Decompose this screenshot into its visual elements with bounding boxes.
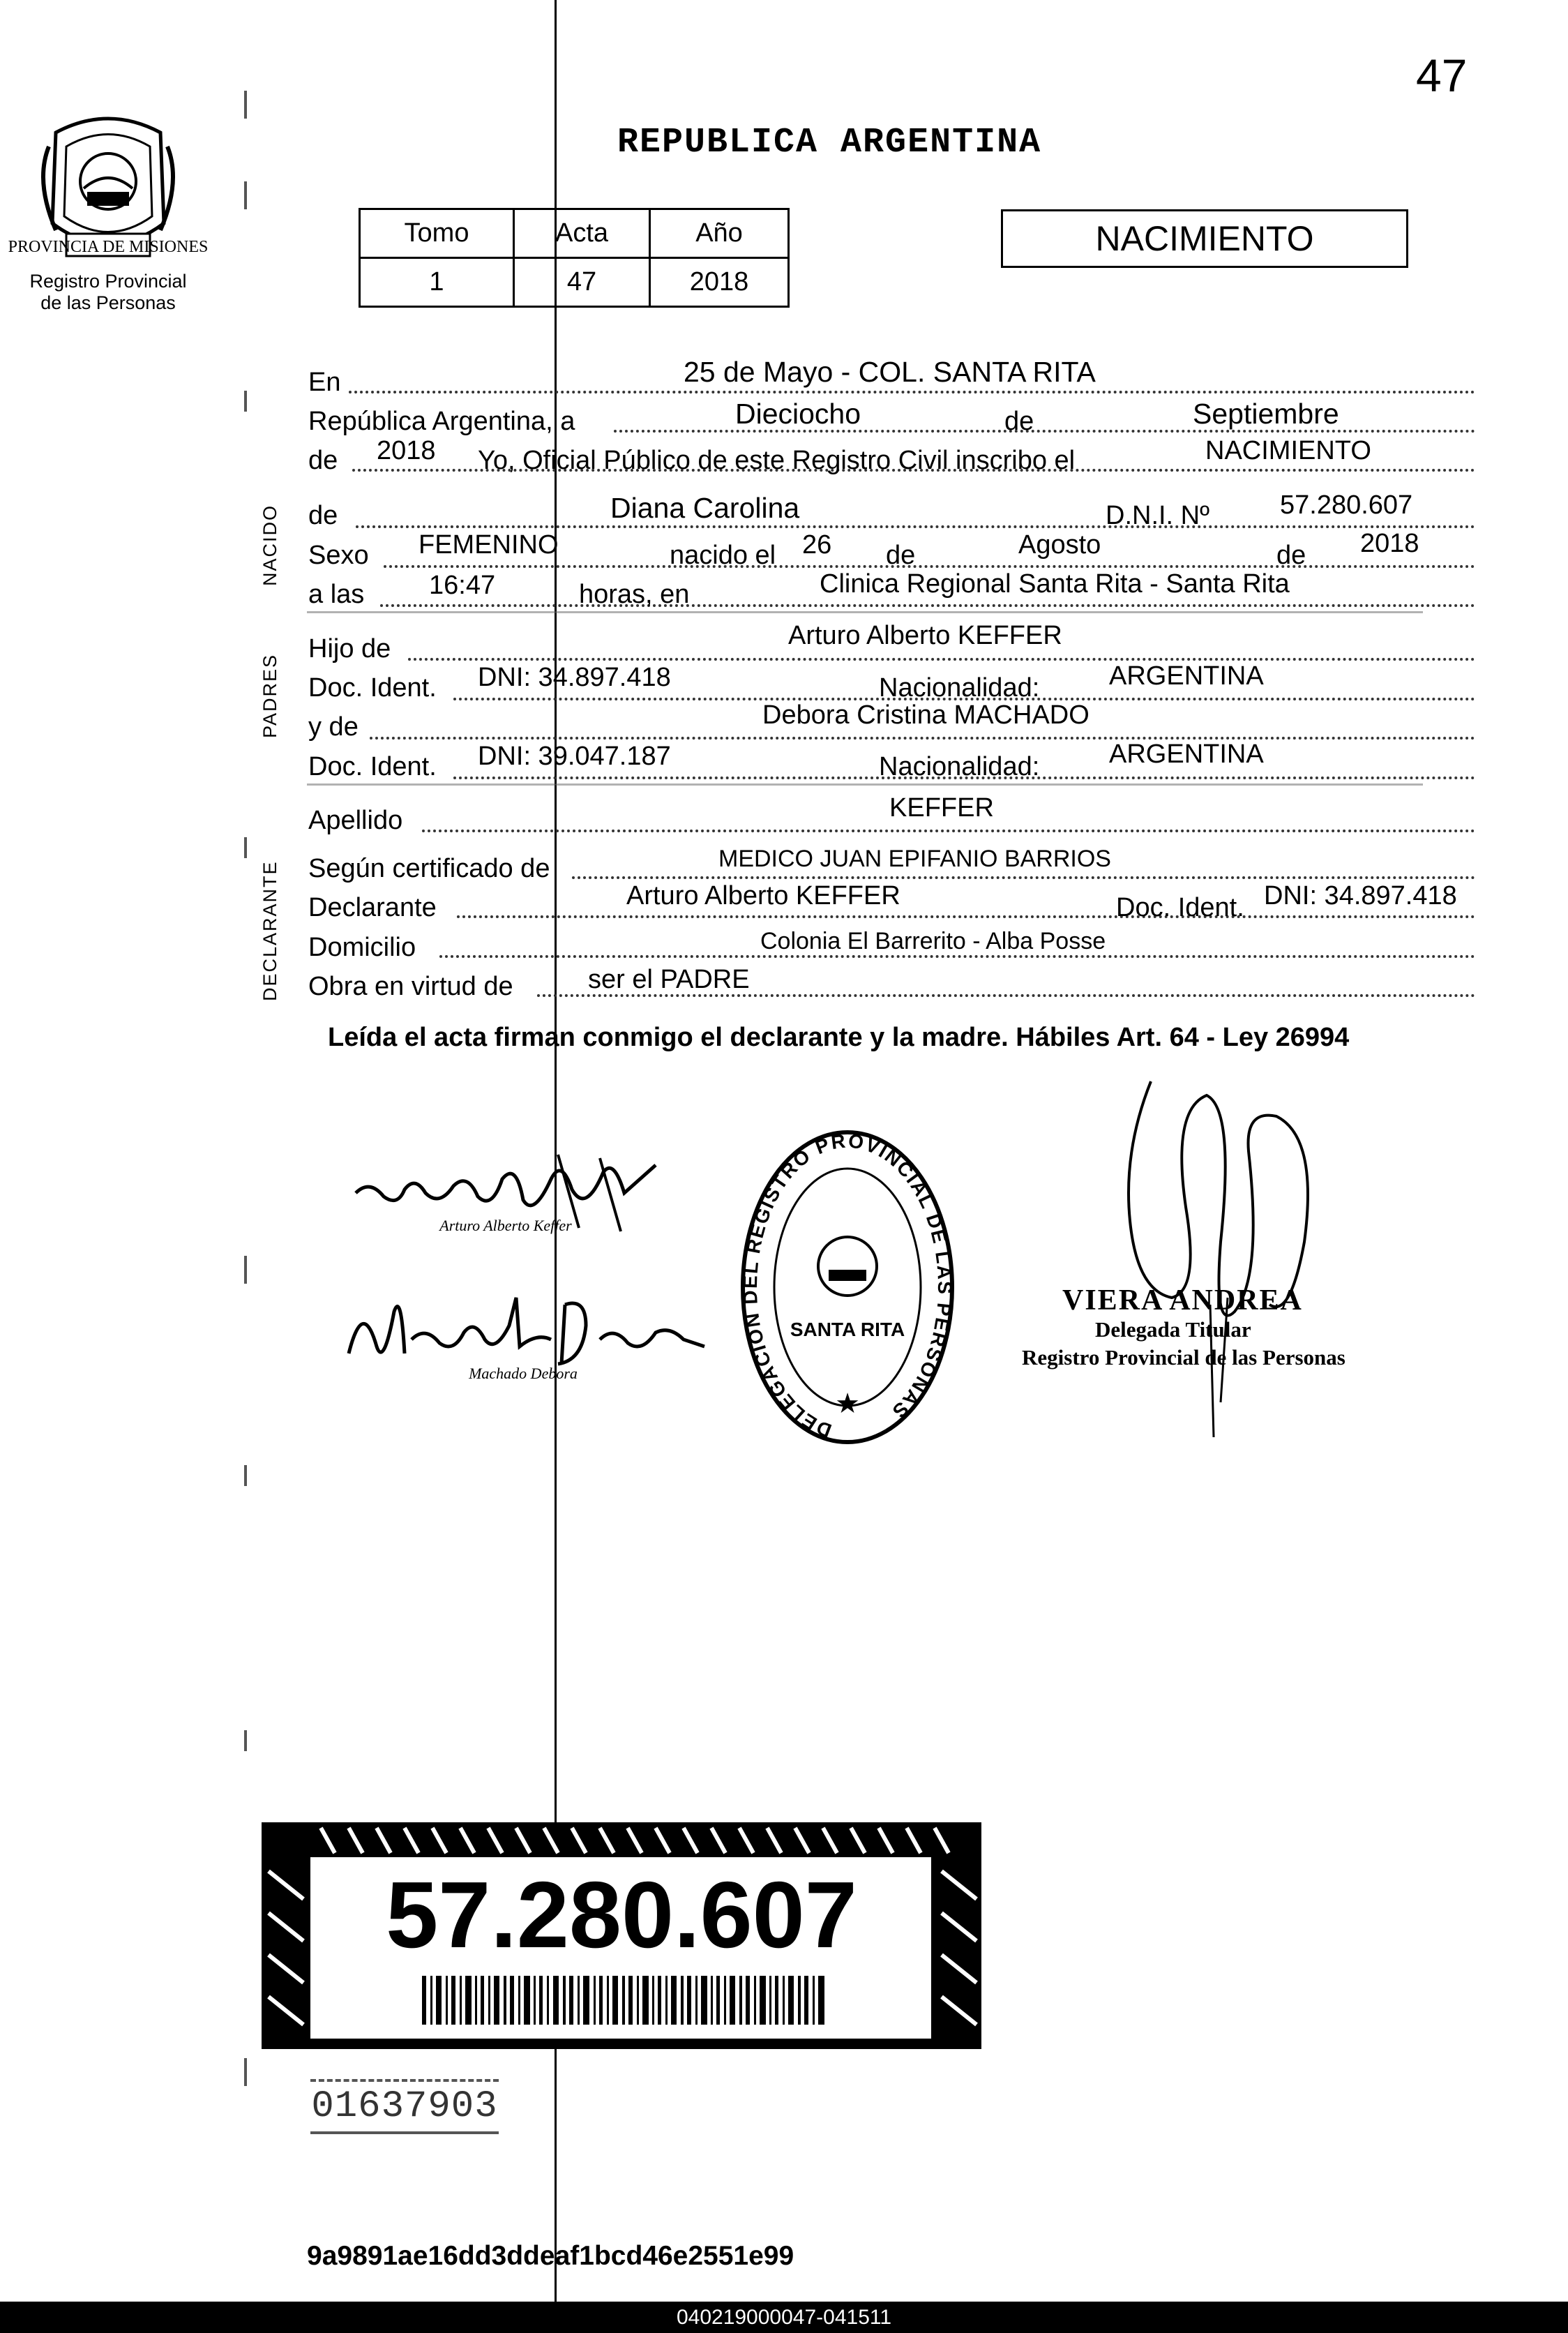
birth-month: Agosto [1018, 530, 1101, 560]
republica-label: República Argentina, a [308, 407, 575, 436]
mother-name: Debora Cristina MACHADO [762, 700, 1090, 730]
registry-name [14, 271, 202, 314]
sexo-value: FEMENINO [419, 530, 559, 560]
mother-doc: DNI: 39.047.187 [478, 742, 671, 771]
de2-label: de [886, 541, 916, 570]
dni-big-number: 57.280.607 [386, 1862, 857, 1967]
page-title: REPUBLICA ARGENTINA [617, 123, 1042, 163]
declarante-label: Declarante [308, 893, 437, 922]
province-seal [8, 105, 209, 272]
declarante-doc: DNI: 34.897.418 [1264, 881, 1457, 910]
official-role: Delegada Titular [1095, 1317, 1251, 1342]
seal-caption: PROVINCIA DE MISIONES [8, 238, 209, 256]
dash-line [307, 783, 1423, 786]
inscribo-value: NACIMIENTO [1205, 436, 1371, 465]
margin-mark [244, 837, 247, 858]
side-label-declarante: DECLARANTE [259, 860, 280, 1001]
footer-code: 040219000047-041511 [676, 2306, 892, 2329]
birth-day: 26 [802, 530, 832, 560]
acta-table [359, 208, 790, 308]
leader-line [422, 830, 1475, 832]
de-label: de [1004, 407, 1034, 436]
page-number: 47 [1416, 50, 1468, 101]
acta-header: Acta [514, 209, 650, 258]
leader-line [349, 391, 1475, 393]
footer-bar [0, 2302, 1568, 2333]
obra-value: ser el PADRE [588, 965, 750, 994]
mother-nat-label: Nacionalidad: [879, 752, 1040, 781]
margin-mark [244, 181, 247, 209]
mother-nationality: ARGENTINA [1109, 740, 1264, 769]
father-nat-label: Nacionalidad: [879, 673, 1040, 703]
mother-doc-label: Doc. Ident. [308, 752, 437, 781]
ano-header: Año [650, 209, 789, 258]
father-doc-label: Doc. Ident. [308, 673, 437, 703]
dash-line [307, 611, 1423, 613]
acta-value: 47 [514, 258, 650, 307]
en-label: En [308, 368, 341, 397]
leader-line [457, 915, 1475, 918]
year-value: 2018 [377, 436, 436, 465]
father-nationality: ARGENTINA [1109, 661, 1264, 691]
de3-label: de [1276, 541, 1306, 570]
hijo-label: Hijo de [308, 634, 391, 663]
leader-line [380, 604, 1475, 607]
serial-number: 01637903 [310, 2079, 499, 2134]
birth-year: 2018 [1360, 529, 1419, 558]
alas-label: a las [308, 580, 365, 609]
birth-place: Clinica Regional Santa Rita - Santa Rita [820, 569, 1290, 599]
day-word: Dieciocho [735, 398, 861, 430]
yde-label: y de [308, 712, 359, 742]
tomo-header: Tomo [360, 209, 514, 258]
stamp-inner-text: SANTA RITA [790, 1319, 905, 1340]
official-name: VIERA ANDREA [1062, 1284, 1303, 1316]
child-name: Diana Carolina [610, 492, 800, 524]
en-value: 25 de Mayo - COL. SANTA RITA [684, 356, 1096, 388]
cert-value: MEDICO JUAN EPIFANIO BARRIOS [718, 846, 1111, 872]
declarante-name: Arturo Alberto KEFFER [626, 881, 900, 910]
birth-time: 16:47 [429, 571, 496, 600]
apellido-value: KEFFER [889, 793, 994, 823]
official-stamp [739, 1127, 956, 1448]
father-name: Arturo Alberto KEFFER [788, 621, 1062, 650]
child-dni: 57.280.607 [1280, 490, 1413, 520]
cert-label: Según certificado de [308, 854, 550, 883]
month-word: Septiembre [1193, 398, 1339, 430]
year-prefix-label: de [308, 446, 338, 475]
leader-line [370, 737, 1475, 740]
inscribo-text: Yo, Oficial Público de este Registro Civil inscribo el [478, 446, 1076, 475]
signature-declarante [349, 1151, 670, 1235]
stamp-star-icon: ★ [835, 1388, 860, 1420]
act-type-box: NACIMIENTO [1001, 209, 1408, 268]
official-org: Registro Provincial de las Personas [1022, 1345, 1345, 1370]
side-label-padres: PADRES [259, 653, 280, 738]
domicilio-value: Colonia El Barrerito - Alba Posse [760, 928, 1106, 954]
domicilio-label: Domicilio [308, 933, 416, 962]
margin-mark [244, 1256, 247, 1284]
closing-text: Leída el acta firman conmigo el declarante y la madre. Hábiles Art. 64 - Ley 26994 [328, 1023, 1350, 1052]
margin-mark [244, 391, 247, 412]
registry-line-2: de las Personas [40, 292, 176, 313]
apellido-label: Apellido [308, 806, 403, 835]
stamp-ring-path: DELEGACION DEL REGISTRO PROVINCIAL DE LAS PERSONAS [739, 1130, 956, 1442]
signature-madre-name: Machado Debora [469, 1365, 578, 1382]
leader-line [356, 525, 1475, 528]
tomo-value: 1 [360, 258, 514, 307]
leader-line [408, 658, 1475, 661]
signature-madre [335, 1284, 711, 1381]
obra-label: Obra en virtud de [308, 972, 513, 1001]
declarante-doc-label: Doc. Ident. [1116, 893, 1244, 922]
signature-declarante-name: Arturo Alberto Keffer [439, 1217, 572, 1234]
side-label-nacido: NACIDO [259, 504, 280, 586]
horas-label: horas, en [579, 580, 690, 609]
leader-line [384, 565, 1475, 568]
ano-value: 2018 [650, 258, 789, 307]
document-hash: 9a9891ae16dd3ddeaf1bcd46e2551e99 [307, 2241, 794, 2271]
registry-line-1: Registro Provincial [29, 271, 187, 292]
dni-label: D.N.I. Nº [1106, 501, 1209, 530]
margin-mark [244, 1465, 247, 1486]
father-doc: DNI: 34.897.418 [478, 663, 671, 692]
leader-line [439, 955, 1475, 958]
leader-line [572, 876, 1475, 879]
name-de-label: de [308, 501, 338, 530]
dni-label-box [262, 1822, 981, 2049]
sexo-label: Sexo [308, 541, 369, 570]
margin-mark [244, 91, 247, 119]
nacido-label: nacido el [670, 541, 776, 570]
margin-mark [244, 1730, 247, 1751]
margin-mark [244, 2058, 247, 2086]
signature-official [1109, 1067, 1339, 1444]
